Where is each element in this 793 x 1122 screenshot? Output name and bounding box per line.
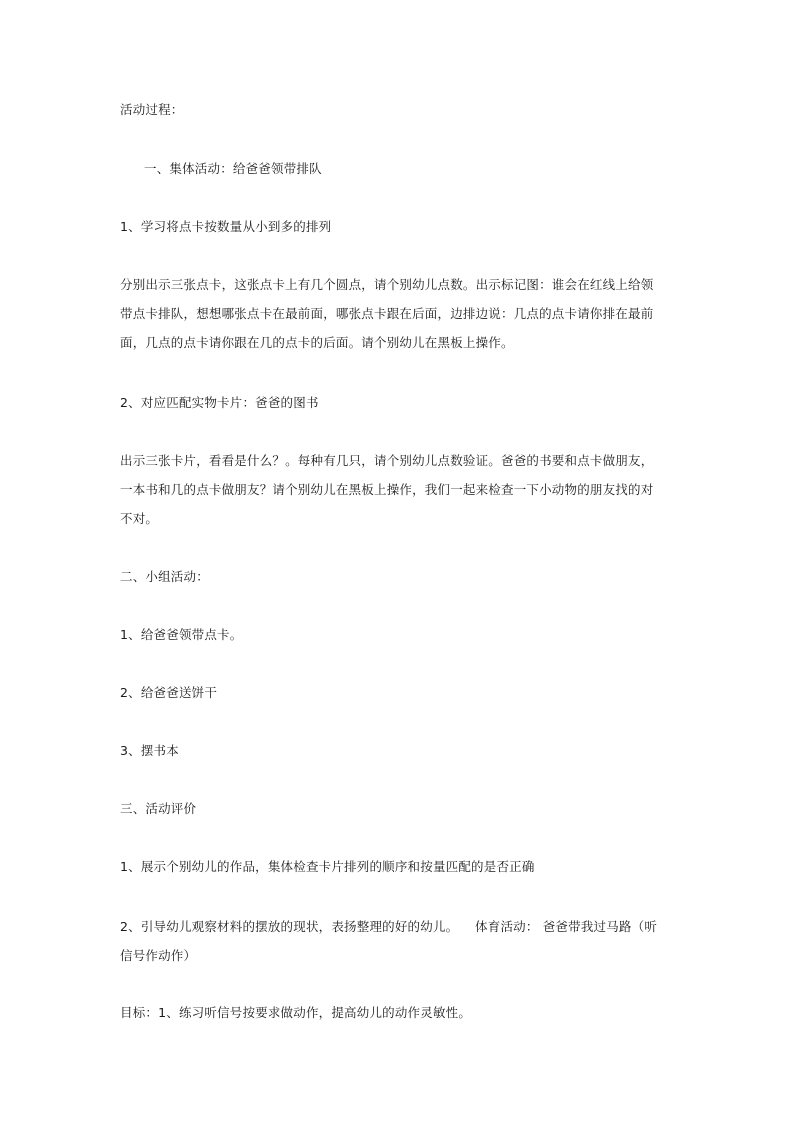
item-1-body-line: 带点卡排队，想想哪张点卡在最前面，哪张点卡跟在后面，边排边说：几点的点卡请你排在最前	[120, 306, 654, 321]
group-item-3: 3、摆书本	[120, 743, 179, 758]
item-1-body-line: 分别出示三张点卡，这张点卡上有几个圆点，请个别幼儿点数。出示标记图：谁会在红线上给领	[120, 277, 654, 292]
eval-item-2	[120, 912, 680, 970]
group-item-1: 1、给爸爸领带点卡。	[120, 627, 243, 642]
eval-item-2-line: 信号作动作）	[120, 948, 197, 963]
goal-text: 目标：1、练习听信号按要求做动作，提高幼儿的动作灵敏性。	[120, 1005, 472, 1020]
activity-process-heading: 活动过程：	[120, 102, 184, 117]
item-2-body-line: 出示三张卡片，看看是什么？。每种有几只，请个别幼儿点数验证。爸爸的书要和点卡做朋友，	[120, 453, 654, 468]
item-2-body-line: 一本书和几的点卡做朋友？请个别幼儿在黑板上操作，我们一起来检查一下小动物的朋友找的对	[120, 482, 654, 497]
item-1-body-line: 面，几点的点卡请你跟在几的点卡的后面。请个别幼儿在黑板上操作。	[120, 335, 514, 350]
eval-item-2-line: 2、引导幼儿观察材料的摆放的现状，表扬整理的好的幼儿。 体育活动： 爸爸带我过马路（听	[120, 919, 658, 934]
eval-item-1: 1、展示个别幼儿的作品，集体检查卡片排列的顺序和按量匹配的是否正确	[120, 859, 535, 874]
item-2-title: 2、对应匹配实物卡片：爸爸的图书	[120, 395, 319, 410]
item-2-body	[120, 446, 680, 533]
group-item-2: 2、给爸爸送饼干	[120, 685, 218, 700]
item-1-body	[120, 270, 680, 357]
section-3-title: 三、活动评价	[120, 801, 197, 816]
section-2-title: 二、小组活动：	[120, 569, 209, 584]
section-1-title: 一、集体活动：给爸爸领带排队	[144, 161, 322, 176]
item-2-body-line: 不对。	[120, 511, 159, 526]
item-1-title: 1、学习将点卡按数量从小到多的排列	[120, 219, 332, 234]
